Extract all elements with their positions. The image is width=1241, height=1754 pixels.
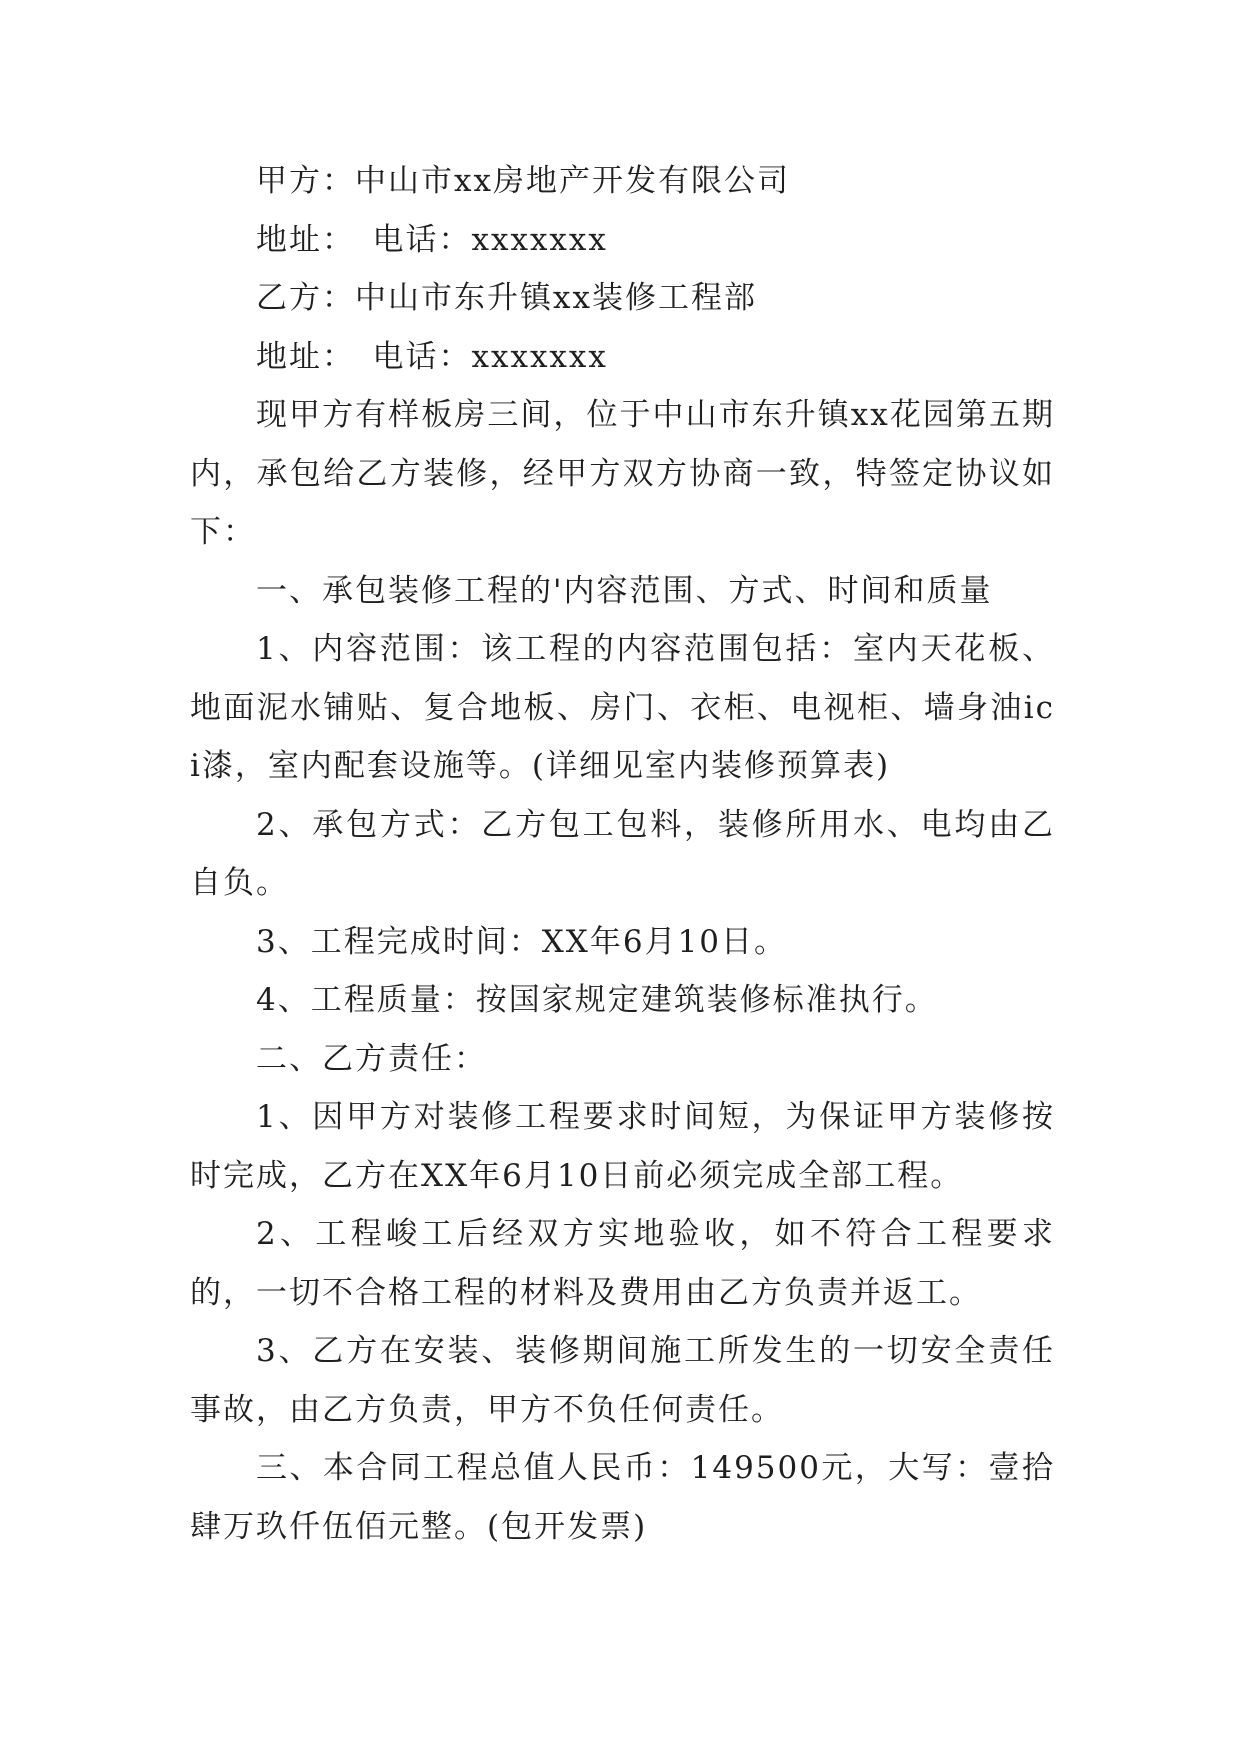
party-a-address-phone: 地址： 电话：xxxxxxx bbox=[256, 221, 608, 258]
clause-1-1-scope: 1、内容范围：该工程的内容范围包括：室内天花板、地面泥水铺贴、复合地板、房门、衣柜、电视柜、墙身油ici漆，室内配套设施等。(详细见室内装修预算表) bbox=[190, 631, 1055, 784]
clause-2-2-acceptance: 2、工程峻工后经双方实地验收，如不符合工程要求的，一切不合格工程的材料及费用由乙方负责并返工。 bbox=[190, 1216, 1055, 1311]
party-a-name: 甲方：中山市xx房地产开发有限公司 bbox=[256, 163, 790, 199]
clause-1-4-quality: 4、工程质量：按国家规定建筑装修标准执行。 bbox=[256, 982, 938, 1018]
party-b-address-phone: 地址： 电话：xxxxxxx bbox=[256, 338, 608, 375]
clause-1-3-completion-time: 3、工程完成时间：XX年6月10日。 bbox=[256, 923, 788, 960]
party-b-name: 乙方：中山市东升镇xx装修工程部 bbox=[256, 280, 757, 316]
clause-1-2-method: 2、承包方式：乙方包工包料，装修所用水、电均由乙自负。 bbox=[190, 806, 1055, 901]
document-body bbox=[190, 152, 1055, 1556]
clause-2-1-deadline: 1、因甲方对装修工程要求时间短，为保证甲方装修按时完成，乙方在XX年6月10日前必须完成全部工程。 bbox=[190, 1099, 1055, 1194]
intro-paragraph: 现甲方有样板房三间，位于中山市东升镇xx花园第五期内，承包给乙方装修，经甲方双方协商一致，特签定协议如下： bbox=[190, 397, 1055, 550]
section-3-total-value: 三、本合同工程总值人民币：149500元，大写：壹拾肆万玖仟伍佰元整。(包开发票) bbox=[190, 1450, 1055, 1545]
section-2-heading: 二、乙方责任： bbox=[256, 1040, 487, 1077]
section-1-heading: 一、承包装修工程的'内容范围、方式、时间和质量 bbox=[256, 572, 993, 609]
clause-2-3-safety: 3、乙方在安装、装修期间施工所发生的一切安全责任事故，由乙方负责，甲方不负任何责任。 bbox=[190, 1333, 1055, 1428]
